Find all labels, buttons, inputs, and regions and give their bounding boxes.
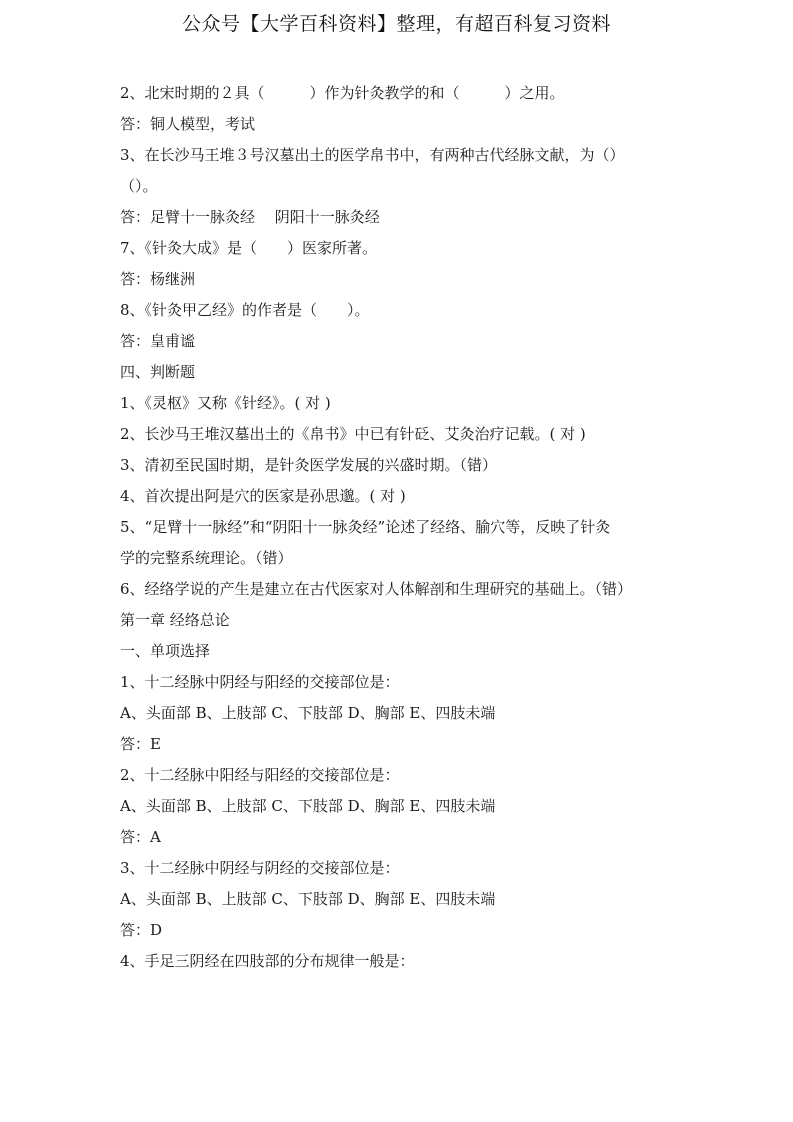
text-line: 7、《针灸大成》是（ ）医家所著。	[120, 239, 378, 257]
text-line: 3、在长沙马王堆３号汉墓出土的医学帛书中，有两种古代经脉文献，为（）	[120, 146, 625, 164]
text-line: 6、经络学说的产生是建立在古代医家对人体解剖和生理研究的基础上。（错）	[120, 580, 633, 598]
text-line: 1、《灵枢》又称《针经》。( 对 )	[120, 394, 331, 412]
text-line: 答：皇甫谧	[120, 332, 196, 350]
text-line: 答：E	[120, 735, 161, 753]
text-line: 2、长沙马王堆汉墓出土的《帛书》中已有针砭、艾灸治疗记载。( 对 )	[120, 425, 586, 443]
text-line: 答：足臂十一脉灸经 阴阳十一脉灸经	[120, 208, 380, 226]
section-heading: 四、判断题	[120, 363, 196, 381]
text-line: 2、十二经脉中阳经与阳经的交接部位是：	[120, 766, 400, 784]
text-line: 答：杨继洲	[120, 270, 196, 288]
text-line: 答：D	[120, 921, 163, 939]
page-header: 公众号【大学百科资料】整理，有超百科复习资料	[181, 13, 611, 35]
text-line: （）。	[120, 177, 158, 195]
text-line: 学的完整系统理论。（错）	[120, 549, 293, 567]
text-line: A、头面部 B、上肢部 C、下肢部 D、胸部 E、四肢未端	[120, 890, 496, 908]
section-heading: 一、单项选择	[120, 642, 211, 660]
text-line: 5、“足臂十一脉经”和“阴阳十一脉灸经”论述了经络、腧穴等，反映了针灸	[120, 518, 611, 536]
text-line: 1、十二经脉中阴经与阳经的交接部位是：	[120, 673, 400, 691]
text-line: 答：铜人模型，考试	[120, 115, 256, 133]
text-line: A、头面部 B、上肢部 C、下肢部 D、胸部 E、四肢未端	[120, 704, 496, 722]
text-line: 2、北宋时期的２具（ ）作为针灸教学的和（ ）之用。	[120, 84, 565, 102]
text-line: 4、首次提出阿是穴的医家是孙思邈。( 对 )	[120, 487, 406, 505]
text-line: 8、《针灸甲乙经》的作者是（ ）。	[120, 301, 370, 319]
document-body	[120, 78, 680, 977]
text-line: 4、手足三阴经在四肢部的分布规律一般是：	[120, 952, 415, 970]
text-line: 3、清初至民国时期，是针灸医学发展的兴盛时期。（错）	[120, 456, 498, 474]
text-line: 答：A	[120, 828, 161, 846]
text-line: 3、十二经脉中阴经与阴经的交接部位是：	[120, 859, 400, 877]
chapter-heading: 第一章 经络总论	[120, 611, 230, 629]
text-line: A、头面部 B、上肢部 C、下肢部 D、胸部 E、四肢未端	[120, 797, 496, 815]
